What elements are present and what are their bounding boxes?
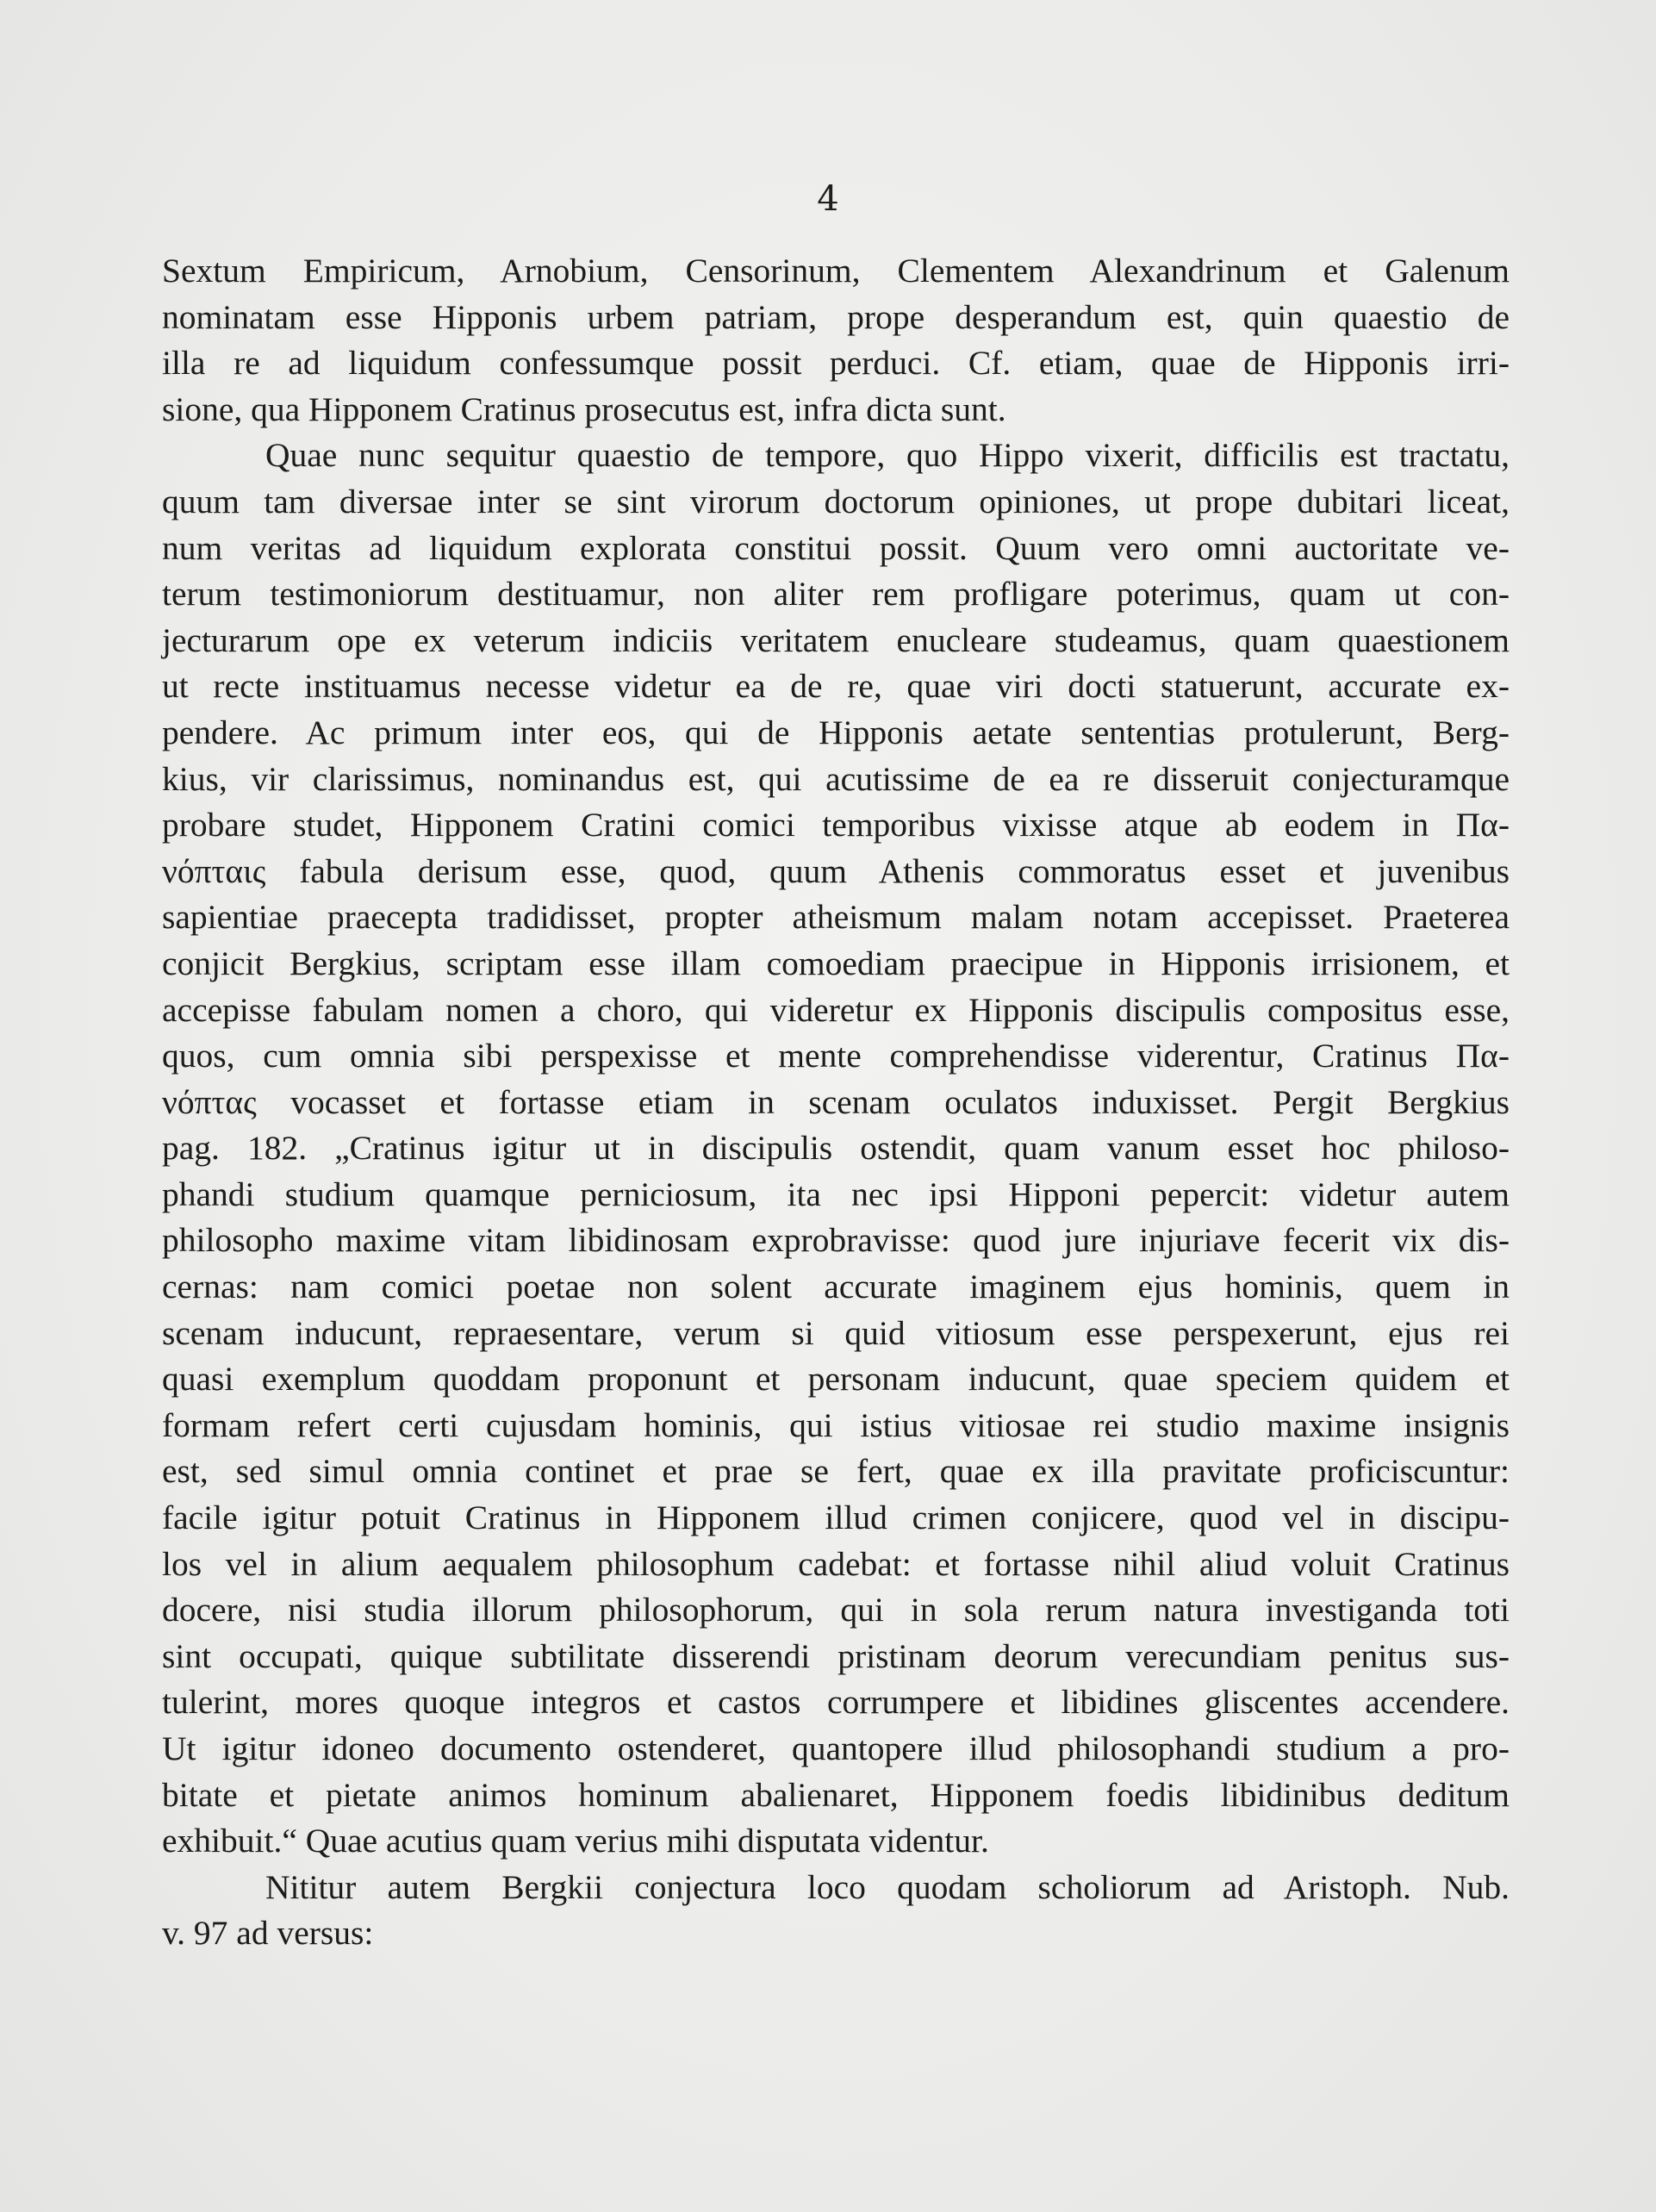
text-line: pag. 182. „Cratinus igitur ut in discipulis ostendit, quam vanum esset hoc philoso- xyxy=(162,1129,1510,1168)
page-number: 4 xyxy=(817,179,839,219)
text-line: exhibuit.“ Quae acutius quam verius mihi disputata videntur. xyxy=(162,1822,989,1860)
text-line: tulerint, mores quoque integros et castos corrumpere et libidines gliscentes accendere. xyxy=(162,1683,1510,1722)
text-line: formam refert certi cujusdam hominis, qui istius vitiosae rei studio maxime insignis xyxy=(162,1405,1510,1444)
text-line: ut recte instituamus necesse videtur ea de re, quae viri docti statuerunt, accurate ex- xyxy=(162,667,1510,706)
text-line: Ut igitur idoneo documento ostenderet, quantopere illud philosophandi studium a pro- xyxy=(162,1729,1510,1767)
text-line: philosopho maxime vitam libidinosam exprobravisse: quod jure injuriave fecerit vix dis- xyxy=(162,1221,1510,1260)
text-line: phandi studium quamque perniciosum, ita nec ipsi Hipponi pepercit: videtur autem xyxy=(162,1175,1510,1213)
text-line: νόπταις fabula derisum esse, quod, quum Athenis commoratus esset et juvenibus xyxy=(162,851,1510,890)
paragraph xyxy=(162,433,1510,1864)
text-line: probare studet, Hipponem Cratini comici temporibus vixisse atque ab eodem in Πα- xyxy=(162,806,1510,844)
text-line: terum testimoniorum destituamur, non aliter rem profligare poterimus, quam ut con- xyxy=(162,575,1510,614)
text-line: cernas: nam comici poetae non solent accurate imaginem ejus hominis, quem in xyxy=(162,1268,1510,1306)
text-line: bitate et pietate animos hominum abalienaret, Hipponem foedis libidinibus deditum xyxy=(162,1775,1510,1814)
text-line: pendere. Ac primum inter eos, qui de Hipponis aetate sententias protulerunt, Berg- xyxy=(162,713,1510,751)
body-text xyxy=(162,248,1510,1957)
text-line: illa re ad liquidum confessumque possit perduci. Cf. etiam, quae de Hipponis irri- xyxy=(162,344,1510,383)
text-line: jecturarum ope ex veterum indiciis veritatem enucleare studeamus, quam quaestionem xyxy=(162,620,1510,659)
text-line: facile igitur potuit Cratinus in Hipponem illud crimen conjicere, quod vel in discipu- xyxy=(162,1499,1510,1537)
text-line: accepisse fabulam nomen a choro, qui videretur ex Hipponis discipulis compositus esse, xyxy=(162,990,1510,1029)
text-line: Quae nunc sequitur quaestio de tempore, quo Hippo vixerit, difficilis est tractatu, xyxy=(265,436,1510,475)
text-line: quos, cum omnia sibi perspexisse et mente comprehendisse viderentur, Cratinus Πα- xyxy=(162,1037,1510,1075)
text-line: conjicit Bergkius, scriptam esse illam comoediam praecipue in Hipponis irrisionem, et xyxy=(162,944,1510,982)
paragraph xyxy=(162,1865,1510,1957)
text-line: sint occupati, quique subtilitate disserendi pristinam deorum verecundiam penitus sus- xyxy=(162,1636,1510,1675)
text-line: los vel in alium aequalem philosophum cadebat: et fortasse nihil aliud voluit Cratinus xyxy=(162,1544,1510,1583)
text-line: sione, qua Hipponem Cratinus prosecutus est, infra dicta sunt. xyxy=(162,389,1006,428)
text-line: νόπτας vocasset et fortasse etiam in scenam oculatos induxisset. Pergit Bergkius xyxy=(162,1082,1510,1121)
text-line: sapientiae praecepta tradidisset, propter atheismum malam notam accepisset. Praeterea xyxy=(162,898,1510,937)
text-line: quasi exemplum quoddam proponunt et personam inducunt, quae speciem quidem et xyxy=(162,1360,1510,1399)
text-line: num veritas ad liquidum explorata constitui possit. Quum vero omni auctoritate ve- xyxy=(162,528,1510,567)
text-line: est, sed simul omnia continet et prae se fert, quae ex illa pravitate proficiscuntur: xyxy=(162,1452,1510,1491)
text-line: docere, nisi studia illorum philosophorum, qui in sola rerum natura investiganda toti xyxy=(162,1591,1510,1629)
text-line: nominatam esse Hipponis urbem patriam, prope desperandum est, quin quaestio de xyxy=(162,297,1510,336)
text-line: Nititur autem Bergkii conjectura loco quodam scholiorum ad Aristoph. Nub. xyxy=(265,1867,1510,1906)
text-line: kius, vir clarissimus, nominandus est, qui acutissime de ea re disseruit conjecturamque xyxy=(162,759,1510,798)
text-line: quum tam diversae inter se sint virorum doctorum opiniones, ut prope dubitari liceat, xyxy=(162,482,1510,520)
paragraph xyxy=(162,248,1510,433)
text-line: scenam inducunt, repraesentare, verum si quid vitiosum esse perspexerunt, ejus rei xyxy=(162,1313,1510,1352)
text-line: v. 97 ad versus: xyxy=(162,1914,374,1953)
text-line: Sextum Empiricum, Arnobium, Censorinum, Clementem Alexandrinum et Galenum xyxy=(162,252,1510,290)
